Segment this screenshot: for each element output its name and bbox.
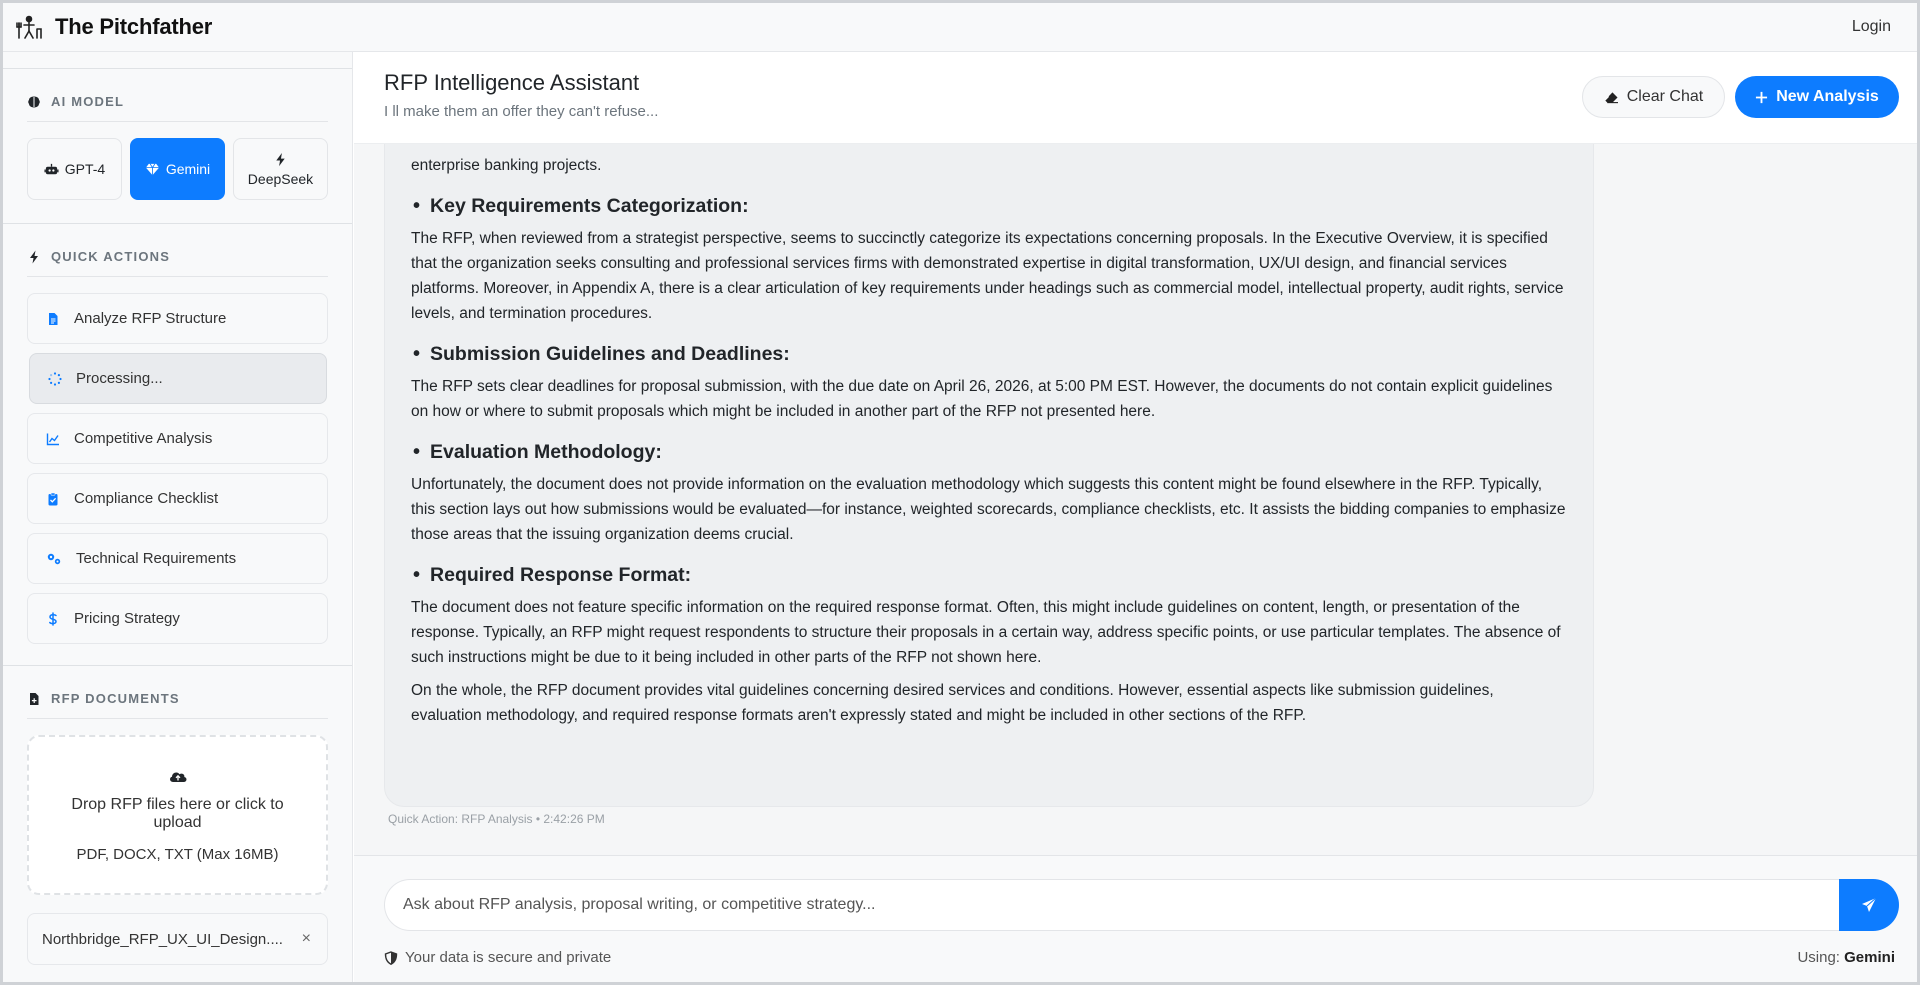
dropzone-text: Drop RFP files here or click to upload xyxy=(71,795,284,831)
page-subtitle: I ll make them an offer they can't refuse... xyxy=(384,103,659,120)
line-chart-icon xyxy=(46,432,60,446)
top-navbar xyxy=(3,3,1917,52)
sidebar-divider xyxy=(3,665,352,666)
spinner-icon xyxy=(48,372,62,386)
model-indicator-label: Using: xyxy=(1797,949,1840,966)
model-deepseek-label: DeepSeek xyxy=(247,170,314,187)
chat-messages[interactable] xyxy=(354,144,1917,855)
message-conclusion: On the whole, the RFP document provides vital guidelines concerning desired services and conditions. However, essential aspects like submission guidelines, evaluation methodology, and required response formats aren't expressly stated and might be included in other sections of the RFP. xyxy=(411,682,1494,724)
rfp-documents-heading-label: RFP DOCUMENTS xyxy=(51,691,180,706)
brain-icon xyxy=(27,95,41,109)
remove-file-icon[interactable]: × xyxy=(301,930,311,947)
ai-model-heading xyxy=(27,94,328,122)
model-deepseek-button[interactable] xyxy=(233,138,328,200)
gears-icon xyxy=(46,552,62,566)
clipboard-check-icon xyxy=(46,492,60,506)
quick-actions-list xyxy=(27,293,328,644)
quick-action-technical-requirements[interactable] xyxy=(27,533,328,584)
model-gemini-button[interactable] xyxy=(130,138,225,200)
bolt-icon xyxy=(27,250,41,264)
page-title: RFP Intelligence Assistant xyxy=(384,70,640,95)
uploaded-file-name: Northbridge_RFP_UX_UI_Design.... xyxy=(42,930,283,948)
sidebar-divider xyxy=(3,68,352,69)
uploaded-file-chip[interactable] xyxy=(27,913,328,965)
section-body: The RFP sets clear deadlines for proposal submission, with the due date on April 26, 2026, at 5:00 PM EST. However, the documents do not contain explicit guidelines on how or where to submit proposals which might be included in another part of the RFP not presented here. xyxy=(411,378,1553,420)
dollar-icon xyxy=(46,612,60,626)
pitchfather-logo-icon xyxy=(15,13,43,41)
bolt-icon xyxy=(273,152,288,167)
brand-name: The Pitchfather xyxy=(55,14,213,39)
sidebar-divider xyxy=(3,223,352,224)
security-note xyxy=(384,949,611,966)
quick-action-label: Processing... xyxy=(76,370,163,387)
quick-actions-heading-label: QUICK ACTIONS xyxy=(51,249,171,264)
model-gpt4-button[interactable] xyxy=(27,138,122,200)
file-dropzone[interactable] xyxy=(27,735,328,895)
file-text-icon xyxy=(46,312,60,326)
quick-actions-section xyxy=(3,249,352,644)
section-body: The document does not feature specific information on the required response format. Often, this might include guidelines on content, length, or presentation of the response. Typically, an RFP might request respondents to structure their proposals in a certain way, address specific points, or use particular templates. The absence of such instructions might be due to it being included in other parts of the RFP not shown here. xyxy=(411,599,1561,666)
quick-action-competitive-analysis[interactable] xyxy=(27,413,328,464)
clear-chat-label: Clear Chat xyxy=(1626,88,1704,105)
quick-action-label: Technical Requirements xyxy=(76,550,237,567)
main-header xyxy=(354,52,1917,144)
model-gpt4-label: GPT-4 xyxy=(64,161,106,177)
ai-model-heading-label: AI MODEL xyxy=(51,94,125,109)
quick-action-compliance-checklist[interactable] xyxy=(27,473,328,524)
section-heading: • Key Requirements Categorization: xyxy=(411,195,1567,218)
model-selector xyxy=(27,138,328,200)
assistant-message xyxy=(384,144,1594,807)
file-plus-icon xyxy=(27,692,41,706)
chat-input-zone xyxy=(354,855,1917,982)
eraser-icon xyxy=(1604,91,1619,104)
robot-icon xyxy=(44,162,59,177)
section-heading: • Submission Guidelines and Deadlines: xyxy=(411,343,1567,366)
quick-action-analyze-rfp[interactable] xyxy=(27,293,328,344)
shield-icon xyxy=(384,951,398,965)
quick-action-label: Analyze RFP Structure xyxy=(74,310,227,327)
quick-actions-heading xyxy=(27,249,328,277)
message-intro: enterprise banking projects. xyxy=(411,157,602,174)
message-meta: Quick Action: RFP Analysis • 2:42:26 PM xyxy=(388,812,605,826)
paper-plane-icon xyxy=(1861,897,1877,913)
model-indicator-value: Gemini xyxy=(1844,949,1895,966)
login-link[interactable]: Login xyxy=(1851,18,1891,35)
section-heading: • Required Response Format: xyxy=(411,564,1567,587)
quick-action-processing[interactable] xyxy=(29,353,327,404)
model-gemini-label: Gemini xyxy=(165,161,211,177)
section-body: The RFP, when reviewed from a strategist perspective, seems to succinctly categorize its expectations concerning proposals. In the Executive Overview, it is specified that the organization seeks consulting and professional services firms with demonstrated expertise in digital transformation, UX/UI design, and financial services platforms. Moreover, in Appendix A, there is a clear articulation of key requirements under headings such as commercial model, intellectual property, audit rights, service levels, and termination procedures. xyxy=(411,230,1564,322)
ai-model-section xyxy=(3,94,352,200)
cloud-upload-icon xyxy=(168,768,188,784)
section-heading: • Evaluation Methodology: xyxy=(411,441,1567,464)
clear-chat-button[interactable] xyxy=(1582,76,1725,118)
quick-action-pricing-strategy[interactable] xyxy=(27,593,328,644)
rfp-documents-section xyxy=(3,691,352,965)
plus-icon xyxy=(1755,91,1768,104)
send-button[interactable] xyxy=(1839,879,1899,931)
chat-input[interactable] xyxy=(384,879,1844,931)
gem-icon xyxy=(145,162,160,177)
quick-action-label: Compliance Checklist xyxy=(74,490,219,507)
section-body: Unfortunately, the document does not provide information on the evaluation methodology which suggests this content might be found elsewhere in the RFP. Typically, this section lays out how submissions would be evaluated—for instance, weighted scorecards, compliance checklists, etc. It assists the bidding companies to emphasize those areas that the issuing organization deems crucial. xyxy=(411,476,1566,543)
quick-action-label: Pricing Strategy xyxy=(74,610,180,627)
sidebar-scrollbar[interactable] xyxy=(352,472,353,772)
dropzone-hint: PDF, DOCX, TXT (Max 16MB) xyxy=(76,845,279,863)
model-indicator xyxy=(1797,949,1895,966)
quick-action-label: Competitive Analysis xyxy=(74,430,213,447)
new-analysis-label: New Analysis xyxy=(1776,88,1879,105)
main-panel xyxy=(354,52,1917,982)
sidebar xyxy=(3,52,353,982)
new-analysis-button[interactable] xyxy=(1735,76,1899,118)
brand[interactable] xyxy=(15,13,212,41)
rfp-documents-heading xyxy=(27,691,328,719)
security-note-text: Your data is secure and private xyxy=(405,949,612,966)
